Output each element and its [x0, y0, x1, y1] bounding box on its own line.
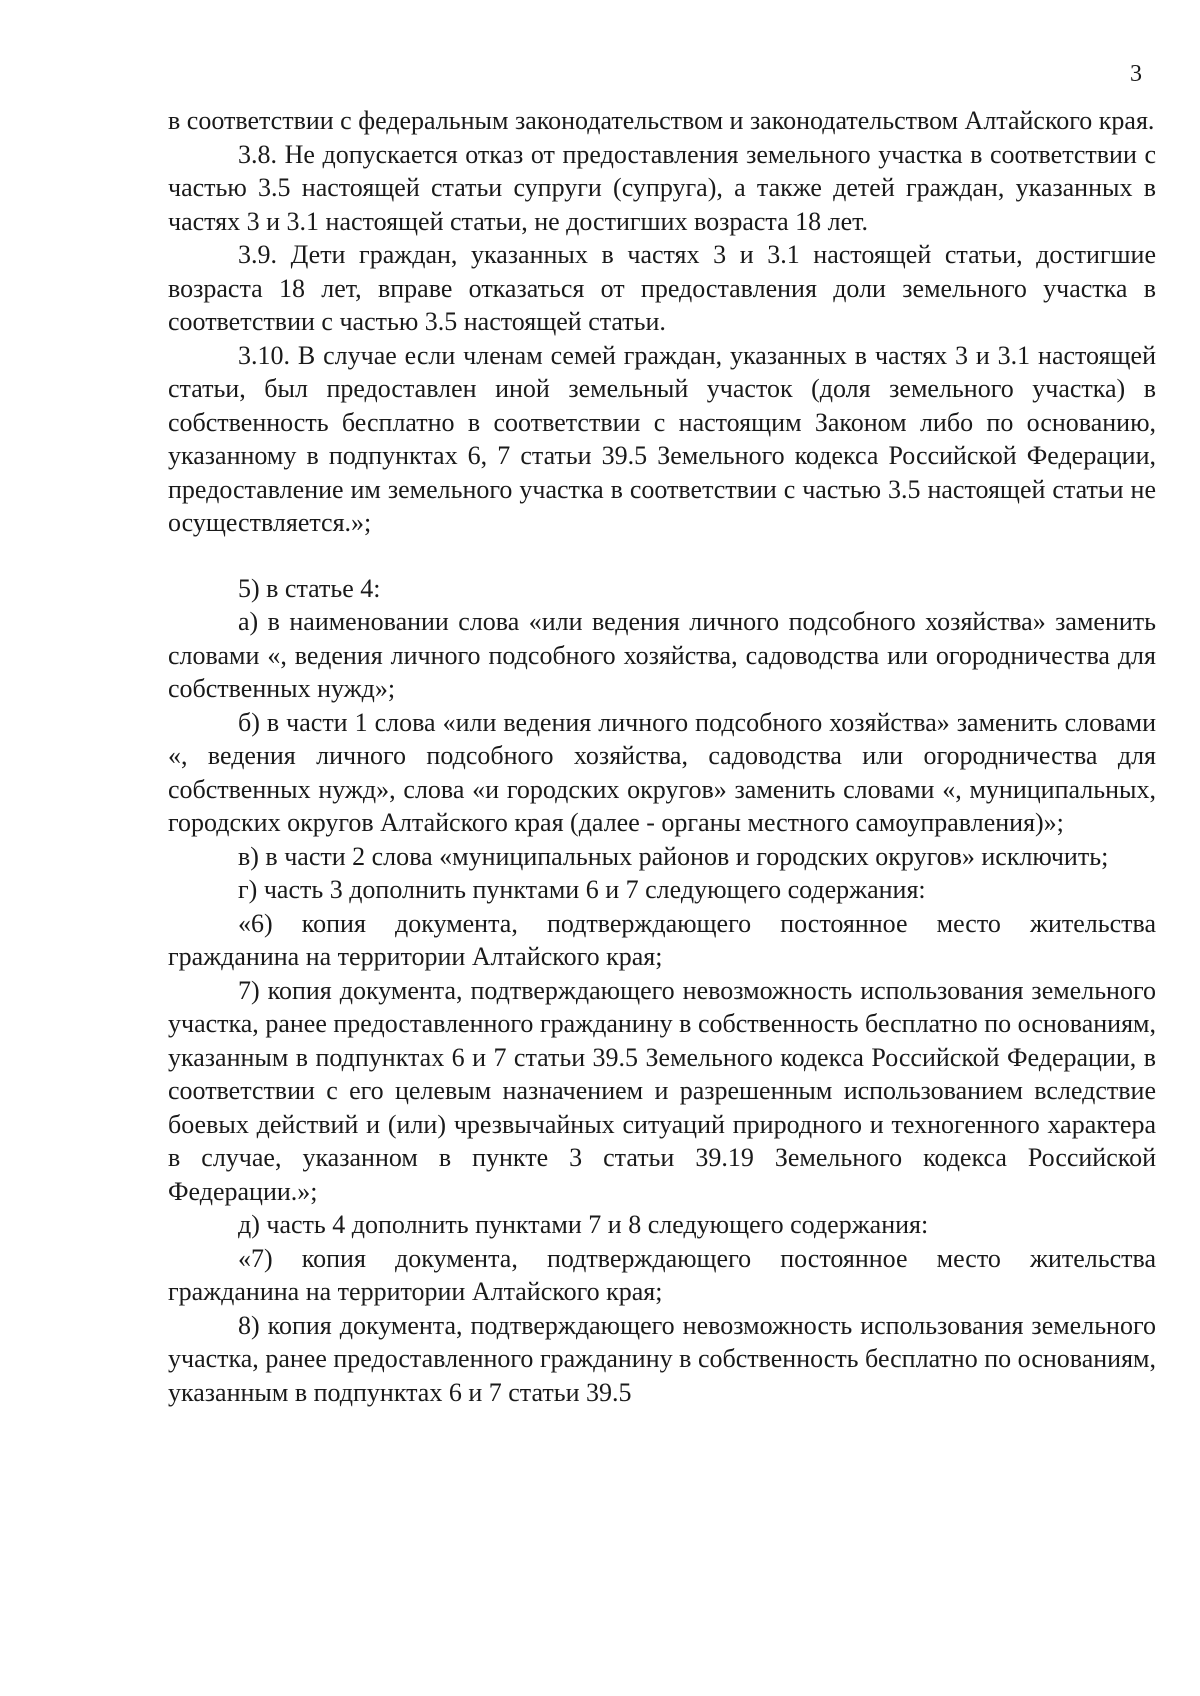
page-number: 3	[1130, 61, 1142, 87]
paragraph-3-8: 3.8. Не допускается отказ от предоставления земельного участка в соответствии с частью 3.5 настоящей статьи супруги (супруга), а также детей граждан, указанных в частях 3 и 3.1 настоящей статьи, не достигших возраста 18 лет.	[168, 139, 1156, 236]
paragraph-point-6: «6) копия документа, подтверждающего постоянное место жительства гражданина на территории Алтайского края;	[168, 908, 1156, 971]
paragraph-item-b: б) в части 1 слова «или ведения личного подсобного хозяйства» заменить словами «, ведения личного подсобного хозяйства, садоводства или огородничества для собственных нужд», слова «и городских округов» заменить словами «, муниципальных, городских округов Алтайского края (далее - органы местного самоуправления)»;	[168, 707, 1156, 837]
paragraph-item-v: в) в части 2 слова «муниципальных районов и городских округов» исключить;	[238, 841, 1109, 871]
paragraph-3-9: 3.9. Дети граждан, указанных в частях 3 и 3.1 настоящей статьи, достигшие возраста 18 лет, вправе отказаться от предоставления доли земельного участка в соответствии с частью 3.5 настоящей статьи.	[168, 240, 1156, 336]
paragraph-3-10: 3.10. В случае если членам семей граждан, указанных в частях 3 и 3.1 настоящей статьи, был предоставлен иной земельный участок (доля земельного участка) в собственность бесплатно в соответствии с настоящим Законом либо по основанию, указанному в подпунктах 6, 7 статьи 39.5 Земельного кодекса Российской Федерации, предоставление им земельного участка в соответствии с частью 3.5 настоящей статьи не осуществляется.»;	[168, 340, 1156, 537]
paragraph-point-7: 7) копия документа, подтверждающего невозможность использования земельного участка, ранее предоставленного гражданину в собственность бесплатно по основаниям, указанным в подпунктах 6 и 7 статьи 39.5 Земельного кодекса Российской Федерации, в соответствии с его целевым назначением и разрешенным использованием вследствие боевых действий и (или) чрезвычайных ситуаций природного и техногенного характера в случае, указанном в пункте 3 статьи 39.19 Земельного кодекса Российской Федерации.»;	[168, 975, 1156, 1206]
paragraph-gap	[168, 540, 1156, 572]
paragraph-item-g: г) часть 3 дополнить пунктами 6 и 7 следующего содержания:	[238, 875, 926, 904]
paragraph-item-5: 5) в статье 4:	[238, 573, 381, 603]
paragraph-point-8: 8) копия документа, подтверждающего невозможность использования земельного участка, ранее предоставленного гражданину в собственность бесплатно по основаниям, указанным в подпунктах 6 и 7 статьи 39.5	[168, 1310, 1156, 1407]
paragraph-continuation: в соответствии с федеральным законодательством и законодательством Алтайского края.	[168, 106, 1155, 135]
paragraph-point-7-new: «7) копия документа, подтверждающего постоянное место жительства гражданина на территории Алтайского края;	[168, 1243, 1156, 1306]
paragraph-item-a: а) в наименовании слова «или ведения личного подсобного хозяйства» заменить словами «, ведения личного подсобного хозяйства, садоводства или огородничества для собственных нужд»;	[168, 607, 1156, 703]
paragraph-item-d: д) часть 4 дополнить пунктами 7 и 8 следующего содержания:	[238, 1210, 929, 1239]
document-body	[168, 104, 1156, 1409]
